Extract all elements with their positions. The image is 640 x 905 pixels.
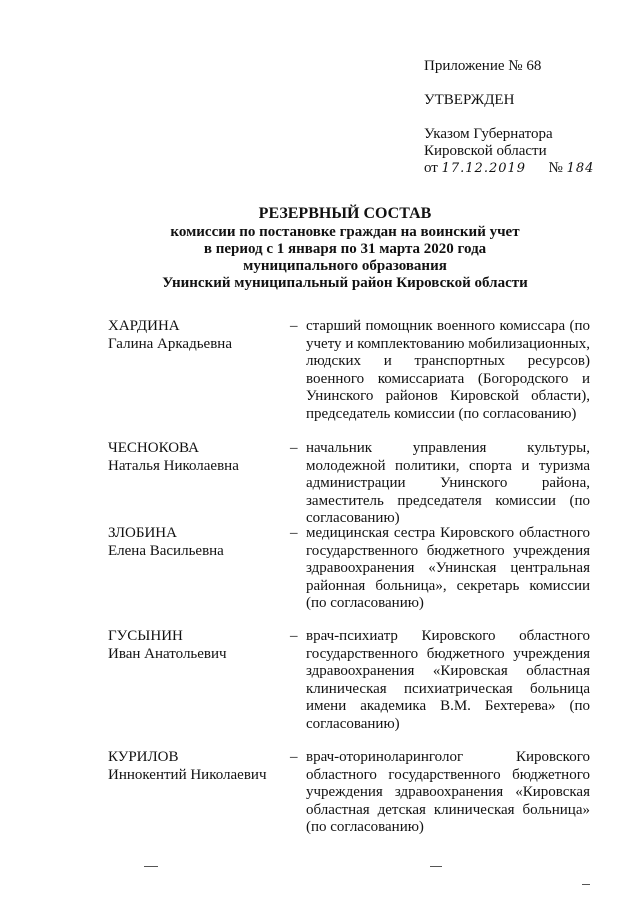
decree-line-1: Указом Губернатора <box>424 126 553 142</box>
title-line-2: в период с 1 января по 31 марта 2020 года <box>203 241 487 257</box>
member-surname: ЧЕСНОКОВА <box>108 440 199 456</box>
member-name <box>108 440 278 475</box>
member-given-name: Елена Васильевна <box>108 542 224 559</box>
member-dash: – <box>290 440 298 456</box>
scan-speck <box>430 866 442 867</box>
member-role: начальник управления культуры, молодежной политики, спорта и туризма администрации Унинского района, заместитель председателя комиссии (по согласованию) <box>306 440 590 526</box>
decree-line-2: Кировской области <box>424 143 547 159</box>
member-surname: ГУСЫНИН <box>108 628 183 644</box>
scan-speck <box>144 866 158 867</box>
member-given-name: Галина Аркадьевна <box>108 335 232 352</box>
member-entry <box>108 440 590 525</box>
member-name <box>108 749 278 784</box>
member-role: старший помощник военного комиссара (по учету и комплектованию мобилизационных, людских и транспортных ресурсов) военного комиссариата (Богородского и Унинского районов Кировской области), председатель комиссии (по согласованию) <box>306 318 590 422</box>
member-given-name: Иннокентий Николаевич <box>108 766 267 783</box>
member-entry <box>108 525 590 628</box>
title-line-1: комиссии по постановке граждан на воинский учет <box>170 224 520 240</box>
member-role: врач-оториноларинголог Кировского областного государственного бюджетного учреждения здравоохранения «Кировская областная детская клиническая больница» (по согласованию) <box>306 749 590 835</box>
date-prefix: от <box>424 160 438 176</box>
member-name <box>108 628 278 663</box>
member-dash: – <box>290 628 298 644</box>
approved-stamp: УТВЕРЖДЕН <box>424 92 515 108</box>
document-title <box>0 204 640 292</box>
decree-date-number <box>424 160 624 177</box>
member-given-name: Иван Анатольевич <box>108 645 227 662</box>
members-list <box>108 318 590 849</box>
member-name <box>108 318 278 353</box>
member-role: медицинская сестра Кировского областного государственного бюджетного учреждения здравоохранения «Унинская центральная районная больница», секретарь комиссии (по согласованию) <box>306 525 590 611</box>
member-dash: – <box>290 525 298 541</box>
scan-speck <box>582 884 590 885</box>
title-line-4: Унинский муниципальный район Кировской области <box>162 275 528 291</box>
approval-block <box>424 58 624 177</box>
appendix-number: Приложение № 68 <box>424 58 542 74</box>
member-entry <box>108 749 590 849</box>
member-entry <box>108 318 590 440</box>
number-prefix: № <box>548 160 563 176</box>
member-dash: – <box>290 749 298 765</box>
member-name <box>108 525 278 560</box>
member-surname: ЗЛОБИНА <box>108 525 177 541</box>
member-given-name: Наталья Николаевна <box>108 457 239 474</box>
title-main: РЕЗЕРВНЫЙ СОСТАВ <box>258 205 432 222</box>
member-surname: КУРИЛОВ <box>108 749 179 765</box>
handwritten-number: 184 <box>566 161 595 176</box>
member-surname: ХАРДИНА <box>108 318 180 334</box>
member-dash: – <box>290 318 298 334</box>
member-entry <box>108 628 590 749</box>
title-line-3: муниципального образования <box>243 258 447 274</box>
handwritten-date: 17.12.2019 <box>441 161 527 176</box>
member-role: врач-психиатр Кировского областного государственного бюджетного учреждения здравоохранения «Кировская областная клиническая психиатрическая больница имени академика В.М. Бехтерева» (по согласованию) <box>306 628 590 732</box>
